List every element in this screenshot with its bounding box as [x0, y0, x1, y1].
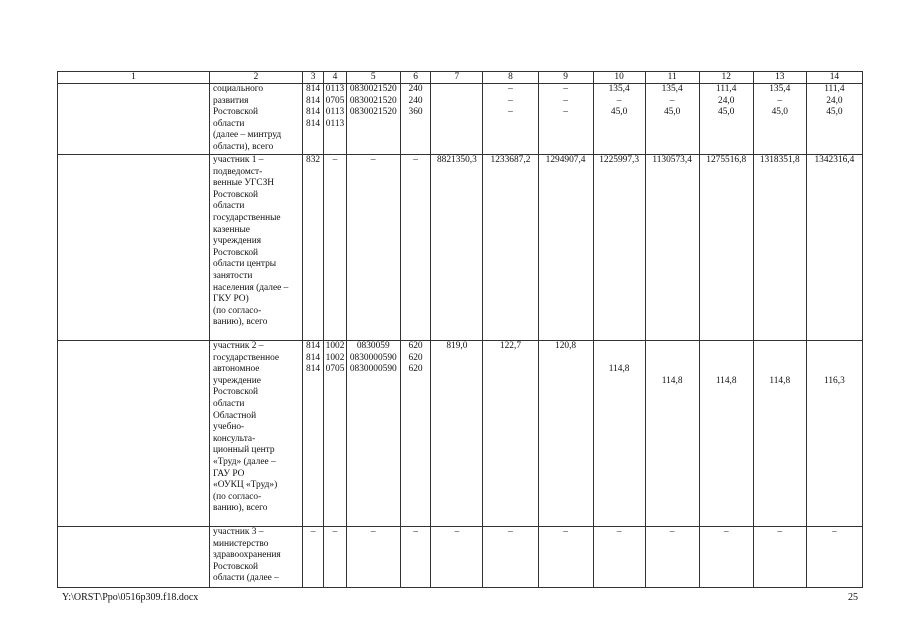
table-cell: 135,4 – 45,0 [645, 84, 699, 155]
table-cell: 114,8 [753, 341, 806, 527]
table-row [58, 341, 863, 527]
participant-name-cell: участник 2 – государственное автономное учреждение Ростовской области Областной учебно- консульта- ционный центр «Труд» (далее – ГАУ РО «ОУКЦ «Труд») (по согласо- ванию), всего [210, 341, 303, 527]
header-cell: 9 [538, 72, 593, 84]
participant-name-cell: участник 1 – подведомст- венные УГСЗН Ростовской области государственные казенные учреждения Ростовской области центры занятости населения (далее – ГКУ РО) (по согласо- ванию), всего [210, 155, 303, 341]
table-cell: – [806, 527, 862, 588]
header-cell: 1 [58, 72, 210, 84]
table-cell: – [400, 155, 431, 341]
table-cell: – [400, 527, 431, 588]
table-cell: – [538, 527, 593, 588]
table-cell: 1294907,4 [538, 155, 593, 341]
header-cell: 11 [645, 72, 699, 84]
table-cell: 1002 1002 0705 [324, 341, 346, 527]
table-cell: – [346, 527, 400, 588]
table-cell: – [302, 527, 323, 588]
table-cell: 832 [302, 155, 323, 341]
header-cell: 2 [210, 72, 303, 84]
table-cell: – [593, 527, 645, 588]
table-cell: 122,7 [483, 341, 538, 527]
table-cell: 240 240 360 [400, 84, 431, 155]
header-cell: 8 [483, 72, 538, 84]
table-cell: 135,4 – 45,0 [753, 84, 806, 155]
table-cell: 135,4 – 45,0 [593, 84, 645, 155]
participant-name-cell: участник 3 – министерство здравоохранения Ростовской области (далее – [210, 527, 303, 588]
table-row [58, 527, 863, 588]
table-cell: 114,8 [593, 341, 645, 527]
header-cell: 10 [593, 72, 645, 84]
table-cell: 116,3 [806, 341, 862, 527]
table-cell: – [645, 527, 699, 588]
table-cell [58, 341, 210, 527]
footer-file-path: Y:\ORST\Ppo\0516p309.f18.docx [62, 592, 199, 603]
table-cell: 1342316,4 [806, 155, 862, 341]
table-row [58, 155, 863, 341]
table-cell: 1130573,4 [645, 155, 699, 341]
table-cell: – [753, 527, 806, 588]
table-cell [58, 527, 210, 588]
table-cell: 8821350,3 [431, 155, 483, 341]
table-cell: – [324, 155, 346, 341]
table-cell: 0113 0705 0113 0113 [324, 84, 346, 155]
header-cell: 3 [302, 72, 323, 84]
table-cell [58, 155, 210, 341]
header-cell: 7 [431, 72, 483, 84]
table-cell: – [699, 527, 753, 588]
table-cell: 1225997,3 [593, 155, 645, 341]
page-number: 25 [848, 592, 858, 603]
table-cell: 0830021520 0830021520 0830021520 [346, 84, 400, 155]
table-cell: 111,4 24,0 45,0 [699, 84, 753, 155]
table-cell: 111,4 24,0 45,0 [806, 84, 862, 155]
table-cell: 814 814 814 814 [302, 84, 323, 155]
table-cell: – [431, 527, 483, 588]
table-cell: 0830059 0830000590 0830000590 [346, 341, 400, 527]
table-row [58, 84, 863, 155]
header-cell: 13 [753, 72, 806, 84]
table-cell: 814 814 814 [302, 341, 323, 527]
header-cell: 14 [806, 72, 862, 84]
table-cell [431, 84, 483, 155]
header-cell: 4 [324, 72, 346, 84]
participant-name-cell: социального развития Ростовской области (далее – минтруд области), всего [210, 84, 303, 155]
table-cell: 1318351,8 [753, 155, 806, 341]
budget-table [57, 71, 863, 588]
table-cell: – – – [483, 84, 538, 155]
table-cell: 114,8 [645, 341, 699, 527]
table-cell: 1275516,8 [699, 155, 753, 341]
table-cell: – [483, 527, 538, 588]
table-cell: 114,8 [699, 341, 753, 527]
header-cell: 5 [346, 72, 400, 84]
table-cell: 1233687,2 [483, 155, 538, 341]
table-cell: 120,8 [538, 341, 593, 527]
table-cell [58, 84, 210, 155]
header-row [58, 72, 863, 84]
table-cell: – [346, 155, 400, 341]
header-cell: 6 [400, 72, 431, 84]
header-cell: 12 [699, 72, 753, 84]
table-cell: 819,0 [431, 341, 483, 527]
table-cell: – [324, 527, 346, 588]
table-cell: 620 620 620 [400, 341, 431, 527]
table-cell: – – – [538, 84, 593, 155]
